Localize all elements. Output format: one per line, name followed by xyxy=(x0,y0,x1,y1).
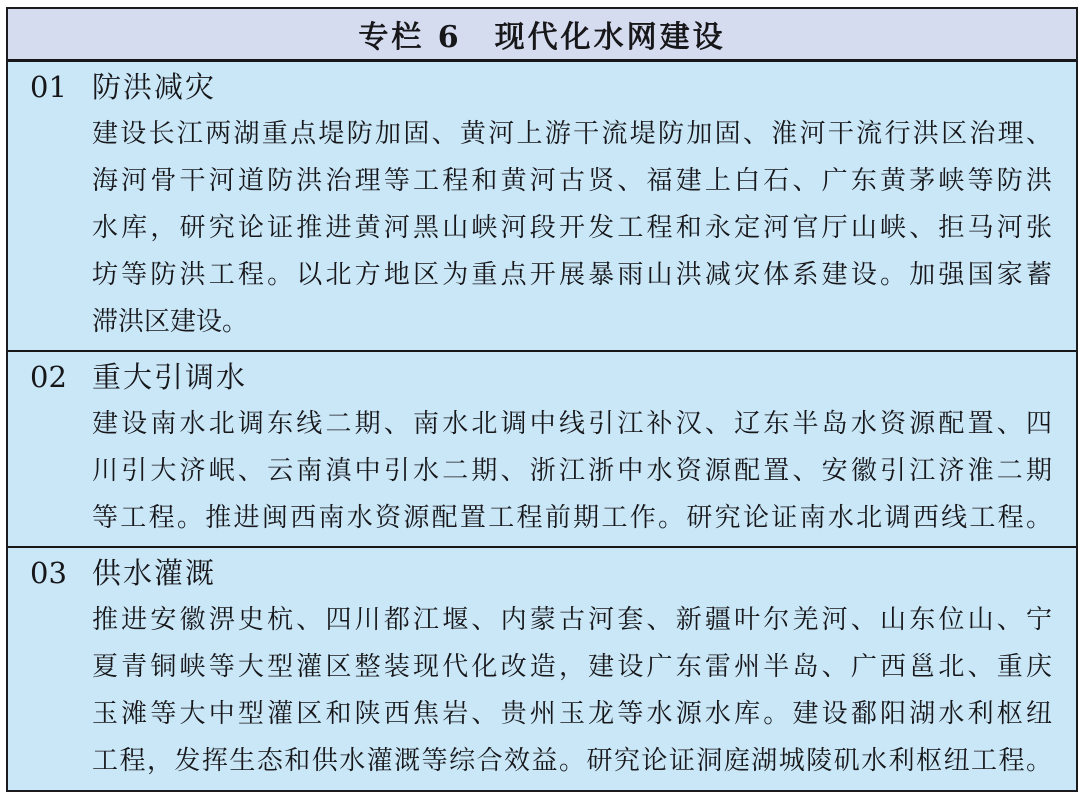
section-title: 重大引调水 xyxy=(92,360,248,394)
panel-header xyxy=(8,9,1076,62)
section-body xyxy=(92,597,1052,785)
body-line: 建设南水北调东线二期、南水北调中线引江补汉、辽东半岛水资源配置、四 xyxy=(92,409,1052,439)
section-title: 供水灌溉 xyxy=(92,556,217,590)
body-line: 水库，研究论证推进黄河黑山峡河段开发工程和永定河官厅山峡、拒马河张 xyxy=(92,213,1052,243)
section-03 xyxy=(8,546,1076,789)
section-number: 03 xyxy=(30,556,67,590)
section-title: 防洪减灾 xyxy=(92,70,217,104)
body-line: 海河骨干河道防洪治理等工程和黄河古贤、福建上白石、广东黄茅峡等防洪 xyxy=(92,166,1052,196)
column-panel xyxy=(6,7,1078,792)
section-heading xyxy=(30,550,1052,597)
body-line: 川引大济岷、云南滇中引水二期、浙江浙中水资源配置、安徽引江济淮二期 xyxy=(92,456,1052,486)
body-line: 建设长江两湖重点堤防加固、黄河上游干流堤防加固、淮河干流行洪区治理、 xyxy=(92,119,1052,149)
sections xyxy=(8,62,1076,790)
body-line: 坊等防洪工程。以北方地区为重点开展暴雨山洪减灾体系建设。加强国家蓄 xyxy=(92,260,1052,290)
body-line: 推进安徽淠史杭、四川都江堰、内蒙古河套、新疆叶尔羌河、山东位山、宁 xyxy=(92,605,1052,635)
section-body xyxy=(92,401,1052,542)
section-body xyxy=(92,111,1052,346)
section-02 xyxy=(8,350,1076,546)
section-number: 02 xyxy=(30,360,67,394)
panel-title: 专栏 6 现代化水网建设 xyxy=(358,20,726,55)
body-line: 等工程。推进闽西南水资源配置工程前期工作。研究论证南水北调西线工程。 xyxy=(92,503,1052,533)
section-01 xyxy=(8,62,1076,350)
body-line: 玉滩等大中型灌区和陕西焦岩、贵州玉龙等水源水库。建设鄱阳湖水利枢纽 xyxy=(92,699,1052,729)
body-line: 滞洪区建设。 xyxy=(92,307,249,337)
section-heading xyxy=(30,64,1052,111)
section-heading xyxy=(30,354,1052,401)
body-line: 夏青铜峡等大型灌区整装现代化改造，建设广东雷州半岛、广西邕北、重庆 xyxy=(92,652,1052,682)
section-number: 01 xyxy=(30,70,67,104)
body-line: 工程，发挥生态和供水灌溉等综合效益。研究论证洞庭湖城陵矶水利枢纽工程。 xyxy=(92,746,1052,776)
